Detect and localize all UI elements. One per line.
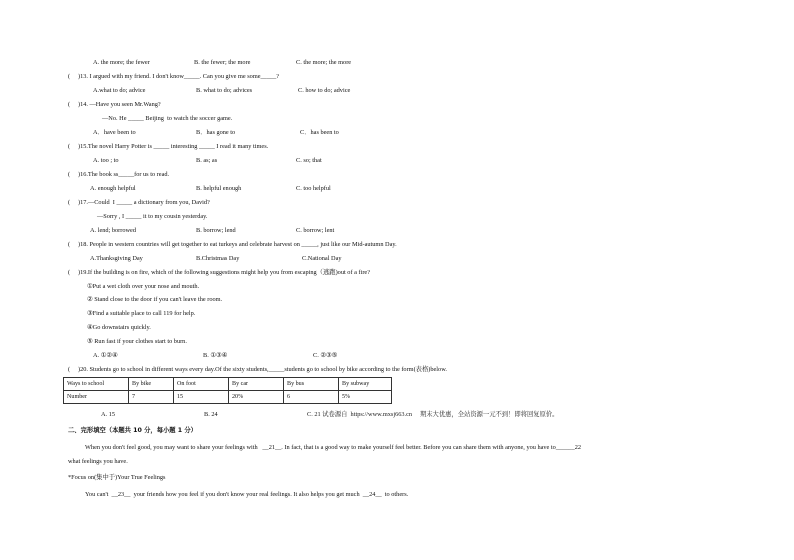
q17-option-c: C. borrow; lent <box>296 227 335 234</box>
table-cell: By bus <box>284 378 339 391</box>
cloze-paragraph-1-cont: what feelings you have. <box>68 458 128 465</box>
ways-to-school-table <box>63 377 392 404</box>
cloze-subheading: *Focus on(集中于)Your True Feelings <box>68 474 166 481</box>
q18-option-b: B.Christmas Day <box>196 255 240 262</box>
table-cell: By subway <box>339 378 392 391</box>
q14-option-a: A．have been to <box>93 129 136 136</box>
table-cell: 6 <box>284 391 339 404</box>
table-header-row <box>64 378 392 391</box>
q19-option-a: A. ①②④ <box>93 352 118 359</box>
cloze-paragraph-2: You can't __23__ your friends how you feel if you don't know your real feelings. It also helps you get much __24__ to others. <box>85 491 409 498</box>
table-cell: By car <box>229 378 284 391</box>
q14-reply: —No. He _____ Beijing to watch the soccer game. <box>102 115 233 122</box>
question-18: ( )18. People in western countries will get together to eat turkeys and celebrate harvest on _____, just like our Mid-autumn Day. <box>68 241 397 248</box>
question-17: ( )17.—Could I _____ a dictionary from you, David? <box>68 199 210 206</box>
table-cell: Ways to school <box>64 378 129 391</box>
question-20: ( )20. Students go to school in different ways every day.Of the sixty students,_____students go to school by bike according to the form(表格)below. <box>68 366 447 373</box>
question-15: ( )15.The novel Harry Potter is _____ interesting _____ I read it many times. <box>68 143 269 150</box>
q16-option-a: A. enough helpful <box>90 185 136 192</box>
q19-item-1: ①Put a wet cloth over your nose and mouth. <box>87 283 200 290</box>
q18-option-a: A.Thanksgiving Day <box>90 255 143 262</box>
table-cell: 20% <box>229 391 284 404</box>
question-14: ( )14. —Have you seen Mr.Wang? <box>68 101 161 108</box>
q13-option-c: C. how to do; advice <box>298 87 351 94</box>
q12-option-a: A. the more; the fewer <box>93 59 150 66</box>
q19-item-5: ⑤ Run fast if your clothes start to burn. <box>87 338 187 345</box>
q19-item-4: ④Go downstairs quickly. <box>87 324 151 331</box>
question-19: ( )19.If the building is on fire, which of the following suggestions might help you from escaping（逃跑)out of a fire? <box>68 269 371 276</box>
q19-item-3: ③Find a suitable place to call 119 for help. <box>87 310 196 317</box>
question-16: ( )16.The book ss_____for us to read. <box>68 171 170 178</box>
q20-option-a: A. 15 <box>101 411 115 418</box>
q19-option-b: B. ①③④ <box>203 352 228 359</box>
q17-reply: —Sorry , I _____ it to my cousin yesterday. <box>97 213 208 220</box>
q14-option-c: C．has been to <box>300 129 339 136</box>
q12-option-c: C. the more; the more <box>296 59 352 66</box>
q13-option-a: A.what to do; advice <box>93 87 146 94</box>
q16-option-c: C. too helpful <box>296 185 331 192</box>
table-cell: 5% <box>339 391 392 404</box>
q18-option-c: C.National Day <box>302 255 342 262</box>
q15-option-c: C. so; that <box>296 157 322 164</box>
section-heading-cloze: 二、完形填空（本题共 10 分，每小题 1 分） <box>68 427 197 434</box>
q16-option-b: B. helpful enough <box>196 185 242 192</box>
table-cell: Number <box>64 391 129 404</box>
q13-option-b: B. what to do; advices <box>196 87 253 94</box>
q17-option-a: A. lend; borrowed <box>90 227 136 234</box>
q17-option-b: B. borrow; lend <box>196 227 236 234</box>
cloze-paragraph-1: When you don't feel good, you may want to share your feelings with __21__. In fact, that is a good way to make yourself feel better. Before you can share them with anyone, you have to______22 <box>85 444 582 451</box>
table-cell: 15 <box>174 391 229 404</box>
q14-option-b: B．has gone to <box>196 129 236 136</box>
q19-option-c: C. ②③⑤ <box>313 352 338 359</box>
question-13: ( )13. I argued with my friend. I don't know_____. Can you give me some_____? <box>68 73 280 80</box>
q15-option-b: B. as; as <box>196 157 218 164</box>
q15-option-a: A. too ; to <box>93 157 119 164</box>
q20-option-c-with-notice: C. 21 试卷源自 https://www.mxsj663.cn 期末大优惠，全站资源一元不到！即将回复原价。 <box>307 411 559 418</box>
table-cell: By bike <box>129 378 174 391</box>
table-row <box>64 391 392 404</box>
q12-option-b: B. the fewer; the more <box>194 59 251 66</box>
table-cell: 7 <box>129 391 174 404</box>
q20-option-b: B. 24 <box>204 411 218 418</box>
table-cell: On foot <box>174 378 229 391</box>
q19-item-2: ② Stand close to the door if you can't leave the room. <box>87 296 223 303</box>
